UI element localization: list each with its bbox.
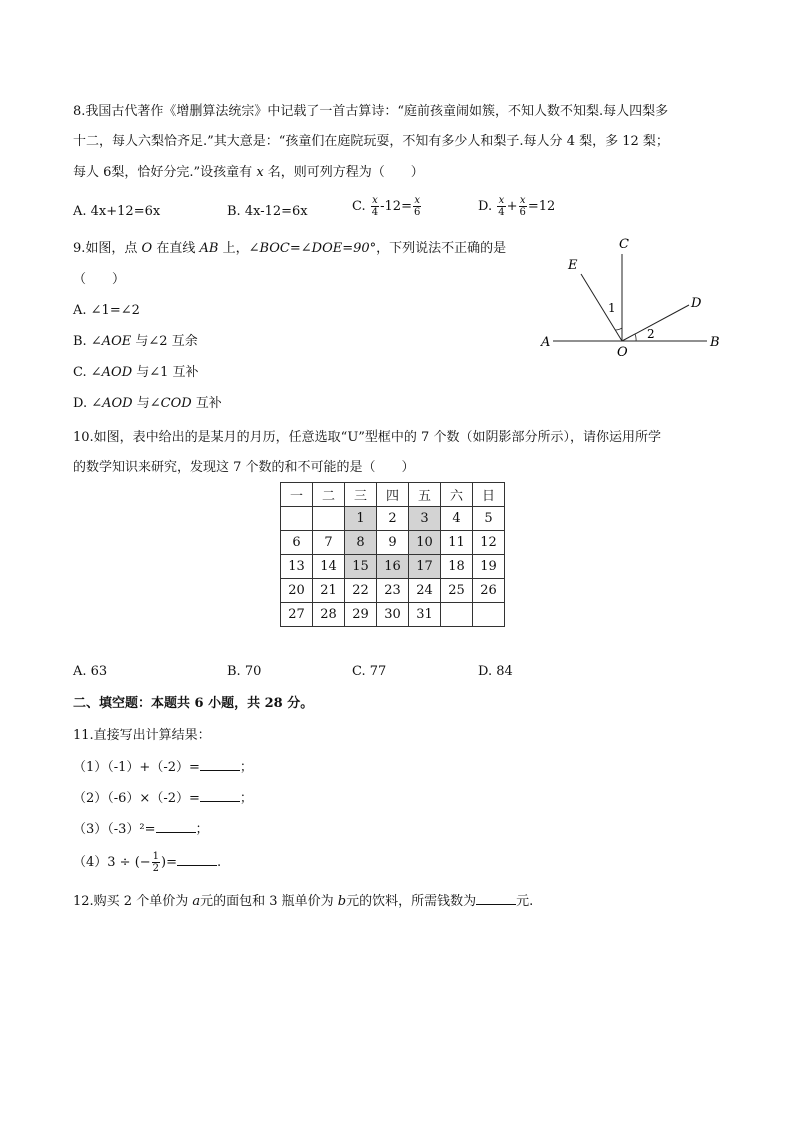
calendar-week-row <box>281 603 505 627</box>
calendar-cell: 14 <box>313 555 345 579</box>
calendar-week-row <box>281 579 505 603</box>
fraction: $\frac{x}{4}$ <box>498 195 505 218</box>
q9-option-d: D. ∠AOD 与∠COD 互补 <box>73 396 222 411</box>
q9-option-a: A. ∠1=∠2 <box>73 303 140 318</box>
q8-option-c: C. $\frac{x}{4}$ -12= $\frac{x}{6}$ <box>352 195 421 218</box>
calendar-cell: 3 <box>409 507 441 531</box>
q10-option-d: D. 84 <box>478 664 513 679</box>
q9-stem-line2: （ ） <box>73 272 126 287</box>
calendar-cell: 6 <box>281 531 313 555</box>
calendar-cell: 20 <box>281 579 313 603</box>
angle-2-arc <box>635 334 636 341</box>
calendar-week-row <box>281 555 505 579</box>
calendar-week-row <box>281 507 505 531</box>
q9-stem-line1: 9.如图，点 O 在直线 AB 上，∠BOC=∠DOE=90°，下列说法不正确的是 <box>73 241 507 256</box>
calendar-cell <box>281 507 313 531</box>
calendar-cell: 10 <box>409 531 441 555</box>
label-b: B <box>710 335 720 350</box>
label-c: C <box>619 237 629 252</box>
calendar-cell: 7 <box>313 531 345 555</box>
answer-blank[interactable] <box>200 789 240 802</box>
calendar-cell: 18 <box>441 555 473 579</box>
weekday-header: 一 <box>281 483 313 507</box>
calendar-cell: 8 <box>345 531 377 555</box>
fraction: $\frac{x}{4}$ <box>371 195 379 218</box>
calendar-cell: 16 <box>377 555 409 579</box>
calendar-cell: 24 <box>409 579 441 603</box>
calendar-cell: 31 <box>409 603 441 627</box>
q10-option-b: B. 70 <box>227 664 262 679</box>
ray-od <box>622 305 689 341</box>
q8-option-d: D. $\frac{x}{4}$ + $\frac{x}{6}$ =12 <box>478 195 556 218</box>
q11-part-3: （3）（-3）²= ； <box>73 822 209 837</box>
calendar-cell <box>473 603 505 627</box>
label-angle-1: 1 <box>608 301 616 315</box>
calendar-cell: 12 <box>473 531 505 555</box>
calendar-cell: 1 <box>345 507 377 531</box>
fraction: $\frac{1}{2}$ <box>152 851 160 874</box>
calendar-header-row <box>281 483 505 507</box>
calendar-cell: 28 <box>313 603 345 627</box>
calendar-cell: 25 <box>441 579 473 603</box>
q10-stem-line1: 10.如图，表中给出的是某月的月历，任意选取“U”型框中的 7 个数（如阴影部分所示），请你运用所学 <box>73 430 661 445</box>
calendar-cell <box>441 603 473 627</box>
section-heading: 二、填空题：本题共 6 小题，共 28 分。 <box>73 696 314 711</box>
q8-stem-line2: 十二，每人六梨恰齐足.”其大意是：“孩童们在庭院玩耍，不知有多少人和梨子.每人分 4 梨，多 12 梨； <box>73 134 669 149</box>
fraction: $\frac{x}{6}$ <box>413 195 421 218</box>
label-a: A <box>541 335 551 350</box>
q11-part-1: （1）（-1）+（-2）= ； <box>73 760 253 775</box>
angle-1-arc <box>615 328 622 330</box>
calendar-cell: 21 <box>313 579 345 603</box>
calendar-cell: 9 <box>377 531 409 555</box>
calendar-cell: 15 <box>345 555 377 579</box>
calendar-cell: 2 <box>377 507 409 531</box>
q11-part-2: （2）（-6）×（-2）= ； <box>73 791 253 806</box>
calendar-table <box>280 482 505 627</box>
label-o: O <box>617 345 628 360</box>
calendar-cell: 27 <box>281 603 313 627</box>
calendar-cell: 11 <box>441 531 473 555</box>
q9-option-b: B. ∠AOE 与∠2 互余 <box>73 334 198 349</box>
fraction: $\frac{x}{6}$ <box>519 195 526 218</box>
calendar-cell: 29 <box>345 603 377 627</box>
q9-angle-figure <box>535 232 735 362</box>
label-e: E <box>568 258 578 273</box>
q10-option-a: A. 63 <box>73 664 108 679</box>
q11-title: 11.直接写出计算结果： <box>73 728 211 743</box>
weekday-header: 四 <box>377 483 409 507</box>
calendar-cell: 23 <box>377 579 409 603</box>
q8-option-b: B. 4x-12=6x <box>227 204 308 219</box>
answer-blank[interactable] <box>156 820 196 833</box>
calendar-cell: 17 <box>409 555 441 579</box>
weekday-header: 六 <box>441 483 473 507</box>
answer-blank[interactable] <box>200 758 240 771</box>
weekday-header: 日 <box>473 483 505 507</box>
q8-stem-line1: 8.我国古代著作《增删算法统宗》中记载了一首古算诗：“庭前孩童闹如簇，不知人数不知梨.每人四梨多 <box>73 104 669 119</box>
calendar-cell: 30 <box>377 603 409 627</box>
label-angle-2: 2 <box>647 327 655 341</box>
weekday-header: 二 <box>313 483 345 507</box>
ray-oe <box>581 274 622 341</box>
answer-blank[interactable] <box>476 892 516 905</box>
calendar-week-row <box>281 531 505 555</box>
q9-option-c: C. ∠AOD 与∠1 互补 <box>73 365 199 380</box>
q8-stem-line3: 每人 6梨，恰好分完.”设孩童有 x 名，则可列方程为（ ） <box>73 165 424 180</box>
q11-part-4: （4）3 ÷ (− $\frac{1}{2}$ )= . <box>73 851 222 874</box>
label-d: D <box>691 296 702 311</box>
calendar-cell: 22 <box>345 579 377 603</box>
weekday-header: 三 <box>345 483 377 507</box>
weekday-header: 五 <box>409 483 441 507</box>
calendar-cell <box>313 507 345 531</box>
calendar-cell: 26 <box>473 579 505 603</box>
q10-option-c: C. 77 <box>352 664 387 679</box>
q12-stem: 12.购买 2 个单价为 a元的面包和 3 瓶单价为 b元的饮料，所需钱数为 元. <box>73 894 534 909</box>
calendar-cell: 13 <box>281 555 313 579</box>
calendar-cell: 19 <box>473 555 505 579</box>
calendar-cell: 4 <box>441 507 473 531</box>
q8-option-a: A. 4x+12=6x <box>73 204 161 219</box>
answer-blank[interactable] <box>177 853 217 866</box>
calendar-cell: 5 <box>473 507 505 531</box>
q10-stem-line2: 的数学知识来研究，发现这 7 个数的和不可能的是（ ） <box>73 460 415 475</box>
